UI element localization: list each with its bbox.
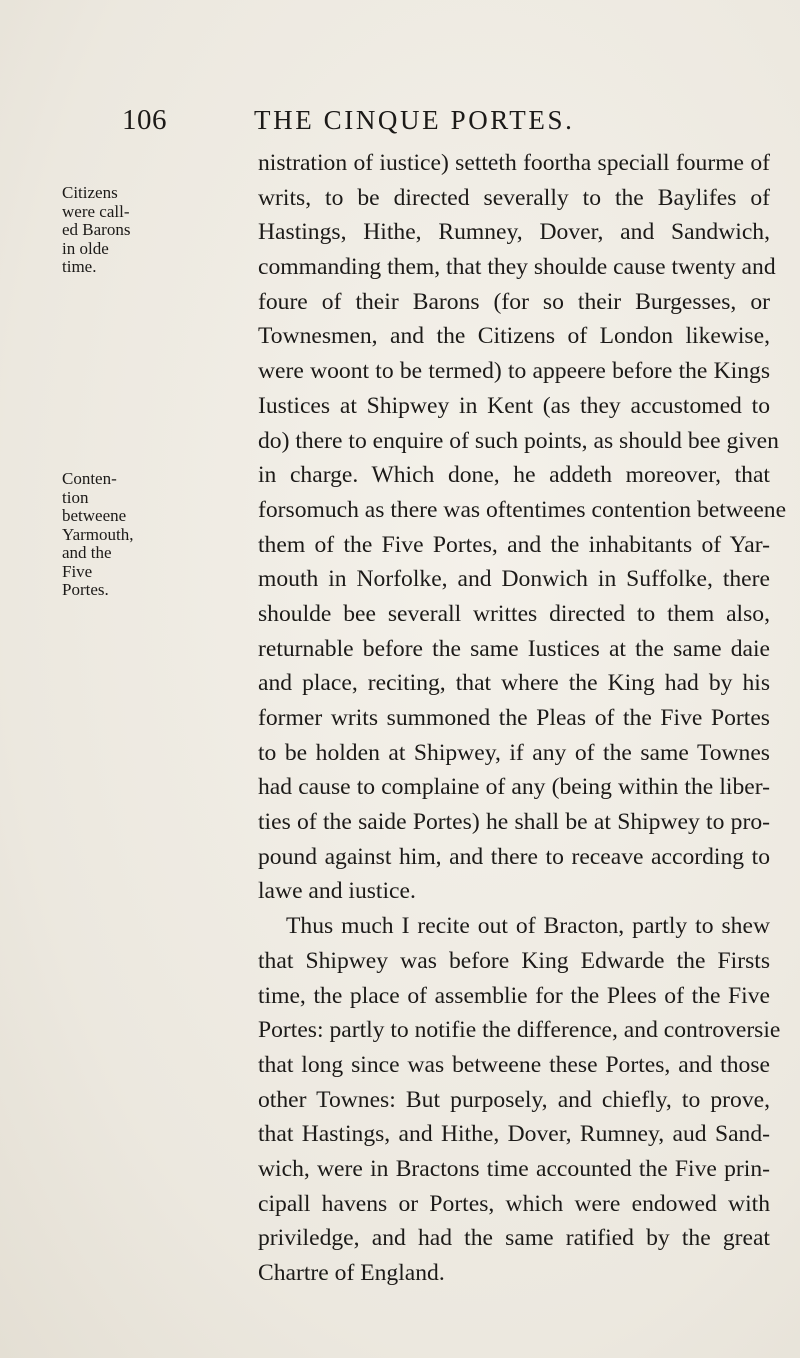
running-title: THE CINQUE PORTES. (254, 105, 575, 135)
margin-note-line: Conten- (62, 469, 117, 488)
text-line: them of the Five Portes, and the inhabitants of Yar- (258, 531, 770, 558)
margin-note-line: time. (62, 257, 97, 276)
margin-note-line: Yarmouth, (62, 524, 134, 544)
text-line: priviledge, and had the same ratified by the great (258, 1225, 770, 1252)
text-line: that Shipwey was before King Edwarde the Firsts (258, 947, 770, 974)
text-line-paragraph-end: lawe and iustice. (258, 878, 416, 905)
text-line: pound against him, and there to receave according to (258, 843, 770, 870)
margin-note-contention (62, 470, 252, 600)
text-line: that long since was betweene these Portes, and those (258, 1051, 770, 1078)
margin-note-line: Citizens (62, 183, 118, 202)
text-line: in charge. Which done, he addeth moreover, that (258, 462, 770, 489)
text-line: foure of their Barons (for so their Burgesses, or (258, 288, 770, 315)
text-line: and place, reciting, that where the King had by his (258, 670, 770, 697)
margin-note-line: betweene (62, 506, 127, 525)
margin-note-line: and the (62, 543, 112, 562)
text-line: other Townes: But purposely, and chiefly, to prove, (258, 1086, 770, 1113)
text-line: ties of the saide Portes) he shall be at Shipwey to pro- (258, 809, 770, 836)
text-line: shoulde bee severall writtes directed to them also, (258, 600, 770, 627)
text-line: to be holden at Shipwey, if any of the same Townes (258, 739, 770, 766)
text-line: were woont to be termed) to appeere before the Kings (258, 358, 770, 385)
margin-note-line: in olde (62, 238, 109, 258)
margin-note-line: Portes. (62, 580, 109, 599)
text-line: time, the place of assemblie for the Plees of the Five (258, 982, 770, 1009)
text-line: Portes: partly to notifie the difference, and controversie (258, 1017, 781, 1044)
text-line: forsomuch as there was oftentimes contention betweene (258, 496, 787, 523)
margin-note-line: were call- (62, 201, 130, 221)
text-line: writs, to be directed severally to the Baylifes of (258, 184, 770, 211)
body-text (258, 146, 787, 1291)
margin-note-line: ed Barons (62, 220, 131, 239)
margin-note-line: tion (62, 487, 89, 507)
text-line: that Hastings, and Hithe, Dover, Rumney, aud Sand- (258, 1121, 770, 1148)
text-line: cipall havens or Portes, which were endowed with (258, 1190, 770, 1217)
margin-note-citizens-barons (62, 184, 252, 277)
text-line: wich, were in Bractons time accounted the Five prin- (258, 1155, 770, 1182)
text-line: nistration of iustice) setteth foortha speciall fourme of (258, 150, 770, 176)
page-number: 106 (122, 104, 167, 136)
text-line: mouth in Norfolke, and Donwich in Suffolke, there (258, 566, 770, 593)
text-line: former writs summoned the Pleas of the Five Portes (258, 705, 770, 731)
running-head (0, 104, 800, 144)
text-line: returnable before the same Iustices at the same daie (258, 635, 770, 662)
text-line-paragraph-start: Thus much I recite out of Bracton, partly to shew (286, 913, 770, 940)
text-line: do) there to enquire of such points, as should bee given (258, 427, 779, 454)
text-line: commanding them, that they shoulde cause twenty and (258, 254, 776, 281)
text-line-paragraph-end: Chartre of England. (258, 1260, 445, 1286)
text-line: Iustices at Shipwey in Kent (as they accustomed to (258, 392, 770, 419)
text-line: Hastings, Hithe, Rumney, Dover, and Sandwich, (258, 219, 770, 246)
text-line: Townesmen, and the Citizens of London likewise, (258, 323, 770, 350)
margin-note-line: Five (62, 561, 93, 581)
text-line: had cause to complaine of any (being within the liber- (258, 774, 770, 801)
